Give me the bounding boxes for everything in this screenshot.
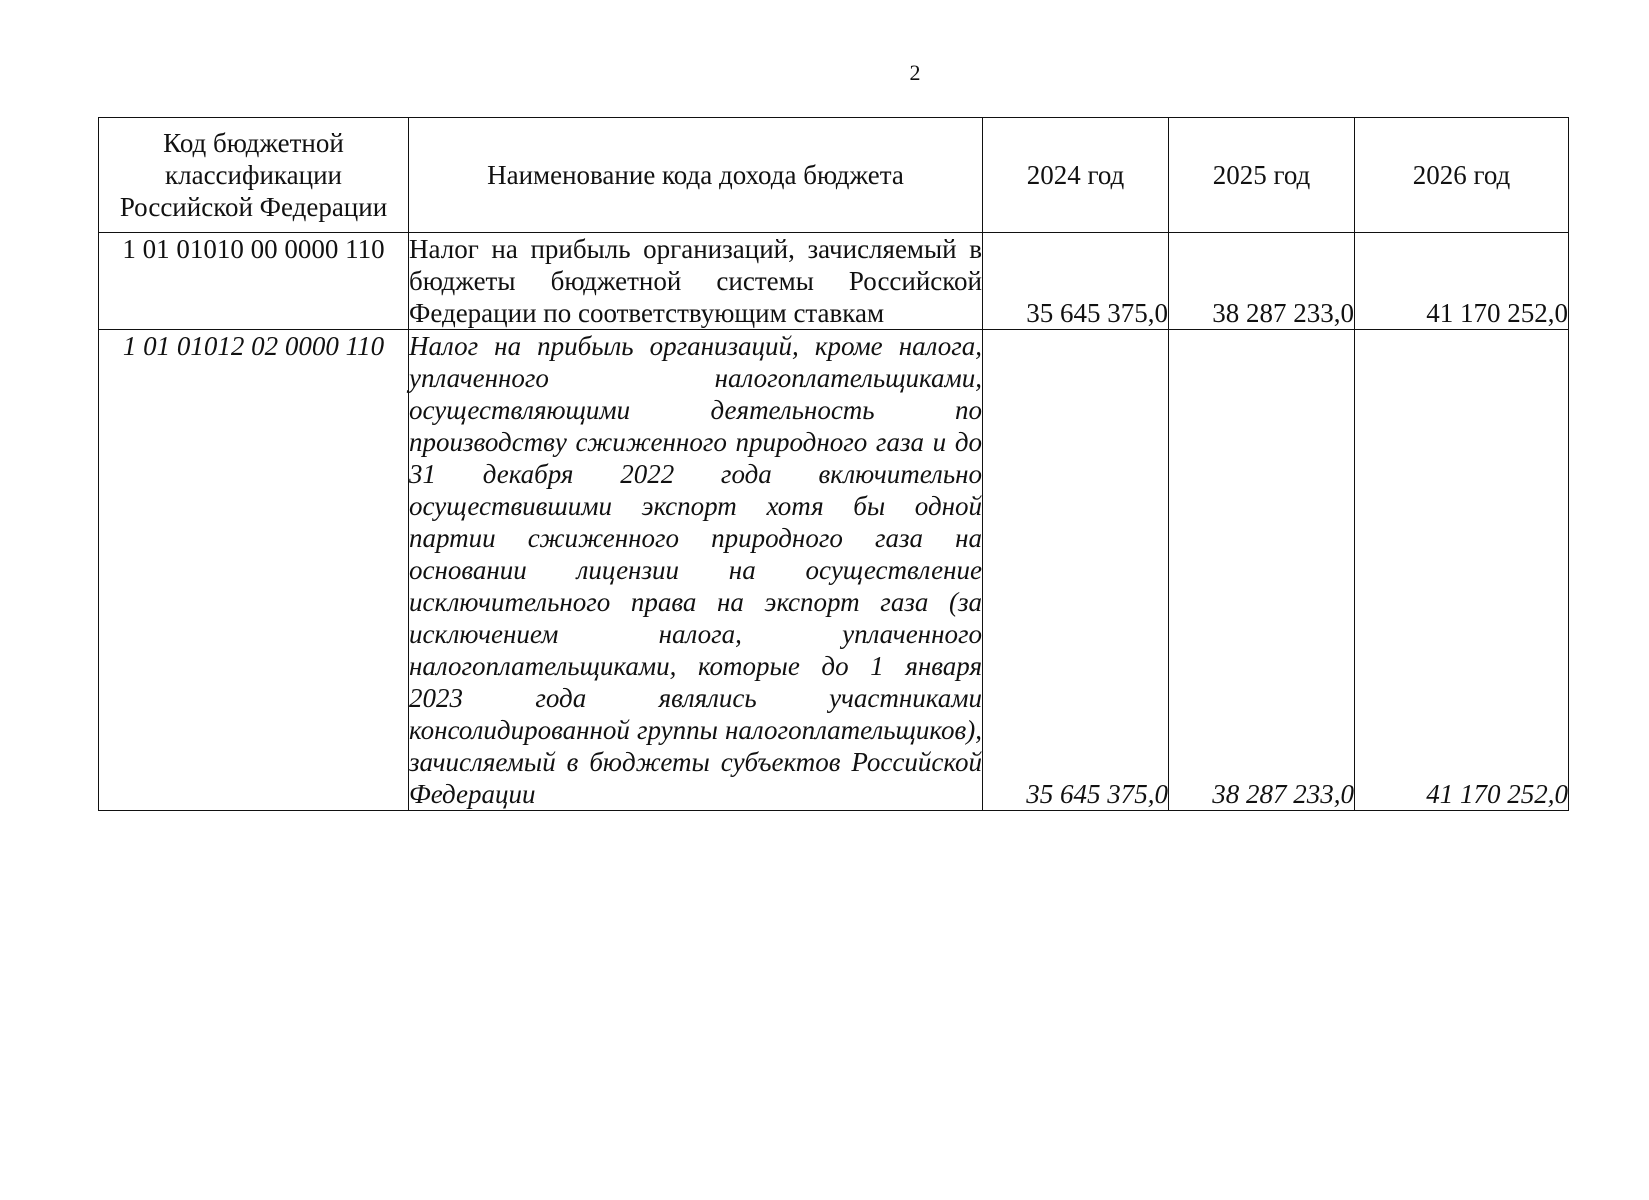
row-name: Налог на прибыль организаций, кроме налога, уплаченного налогоплательщиками, осуществляющими деятельность по производству сжиженного природного газа и до 31 декабря 2022 года включительно осуществившими экспорт хотя бы одной партии сжиженного природного газа на основании лицензии на осуществление исключительного права на экспорт газа (за исключением налога, уплаченного налогоплательщиками, которые до 1 января 2023 года являлись участниками консолидированной группы налогоплательщиков), зачисляемый в бюджеты субъектов Российской Федерации [409, 331, 982, 809]
row-value-2025: 38 287 233,0 [1169, 330, 1355, 811]
header-2025: 2025 год [1169, 118, 1355, 233]
table-row [99, 330, 1569, 811]
page-number: 2 [909, 60, 921, 85]
row-value-2024: 35 645 375,0 [983, 330, 1169, 811]
header-name: Наименование кода дохода бюджета [409, 118, 983, 233]
row-value-2026: 41 170 252,0 [1355, 330, 1569, 811]
header-code: Код бюджетной классификации Российской Федерации [99, 118, 409, 233]
budget-revenue-table [98, 117, 1569, 811]
header-2024: 2024 год [983, 118, 1169, 233]
row-value-2026: 41 170 252,0 [1355, 233, 1569, 330]
table-header-row [99, 118, 1569, 233]
row-code: 1 01 01010 00 0000 110 [99, 233, 409, 330]
row-name: Налог на прибыль организаций, зачисляемый в бюджеты бюджетной системы Российской Федерации по соответствующим ставкам [409, 234, 982, 328]
row-value-2025: 38 287 233,0 [1169, 233, 1355, 330]
row-value-2024: 35 645 375,0 [983, 233, 1169, 330]
header-2026: 2026 год [1355, 118, 1569, 233]
table-row [99, 233, 1569, 330]
row-code: 1 01 01012 02 0000 110 [99, 330, 409, 811]
